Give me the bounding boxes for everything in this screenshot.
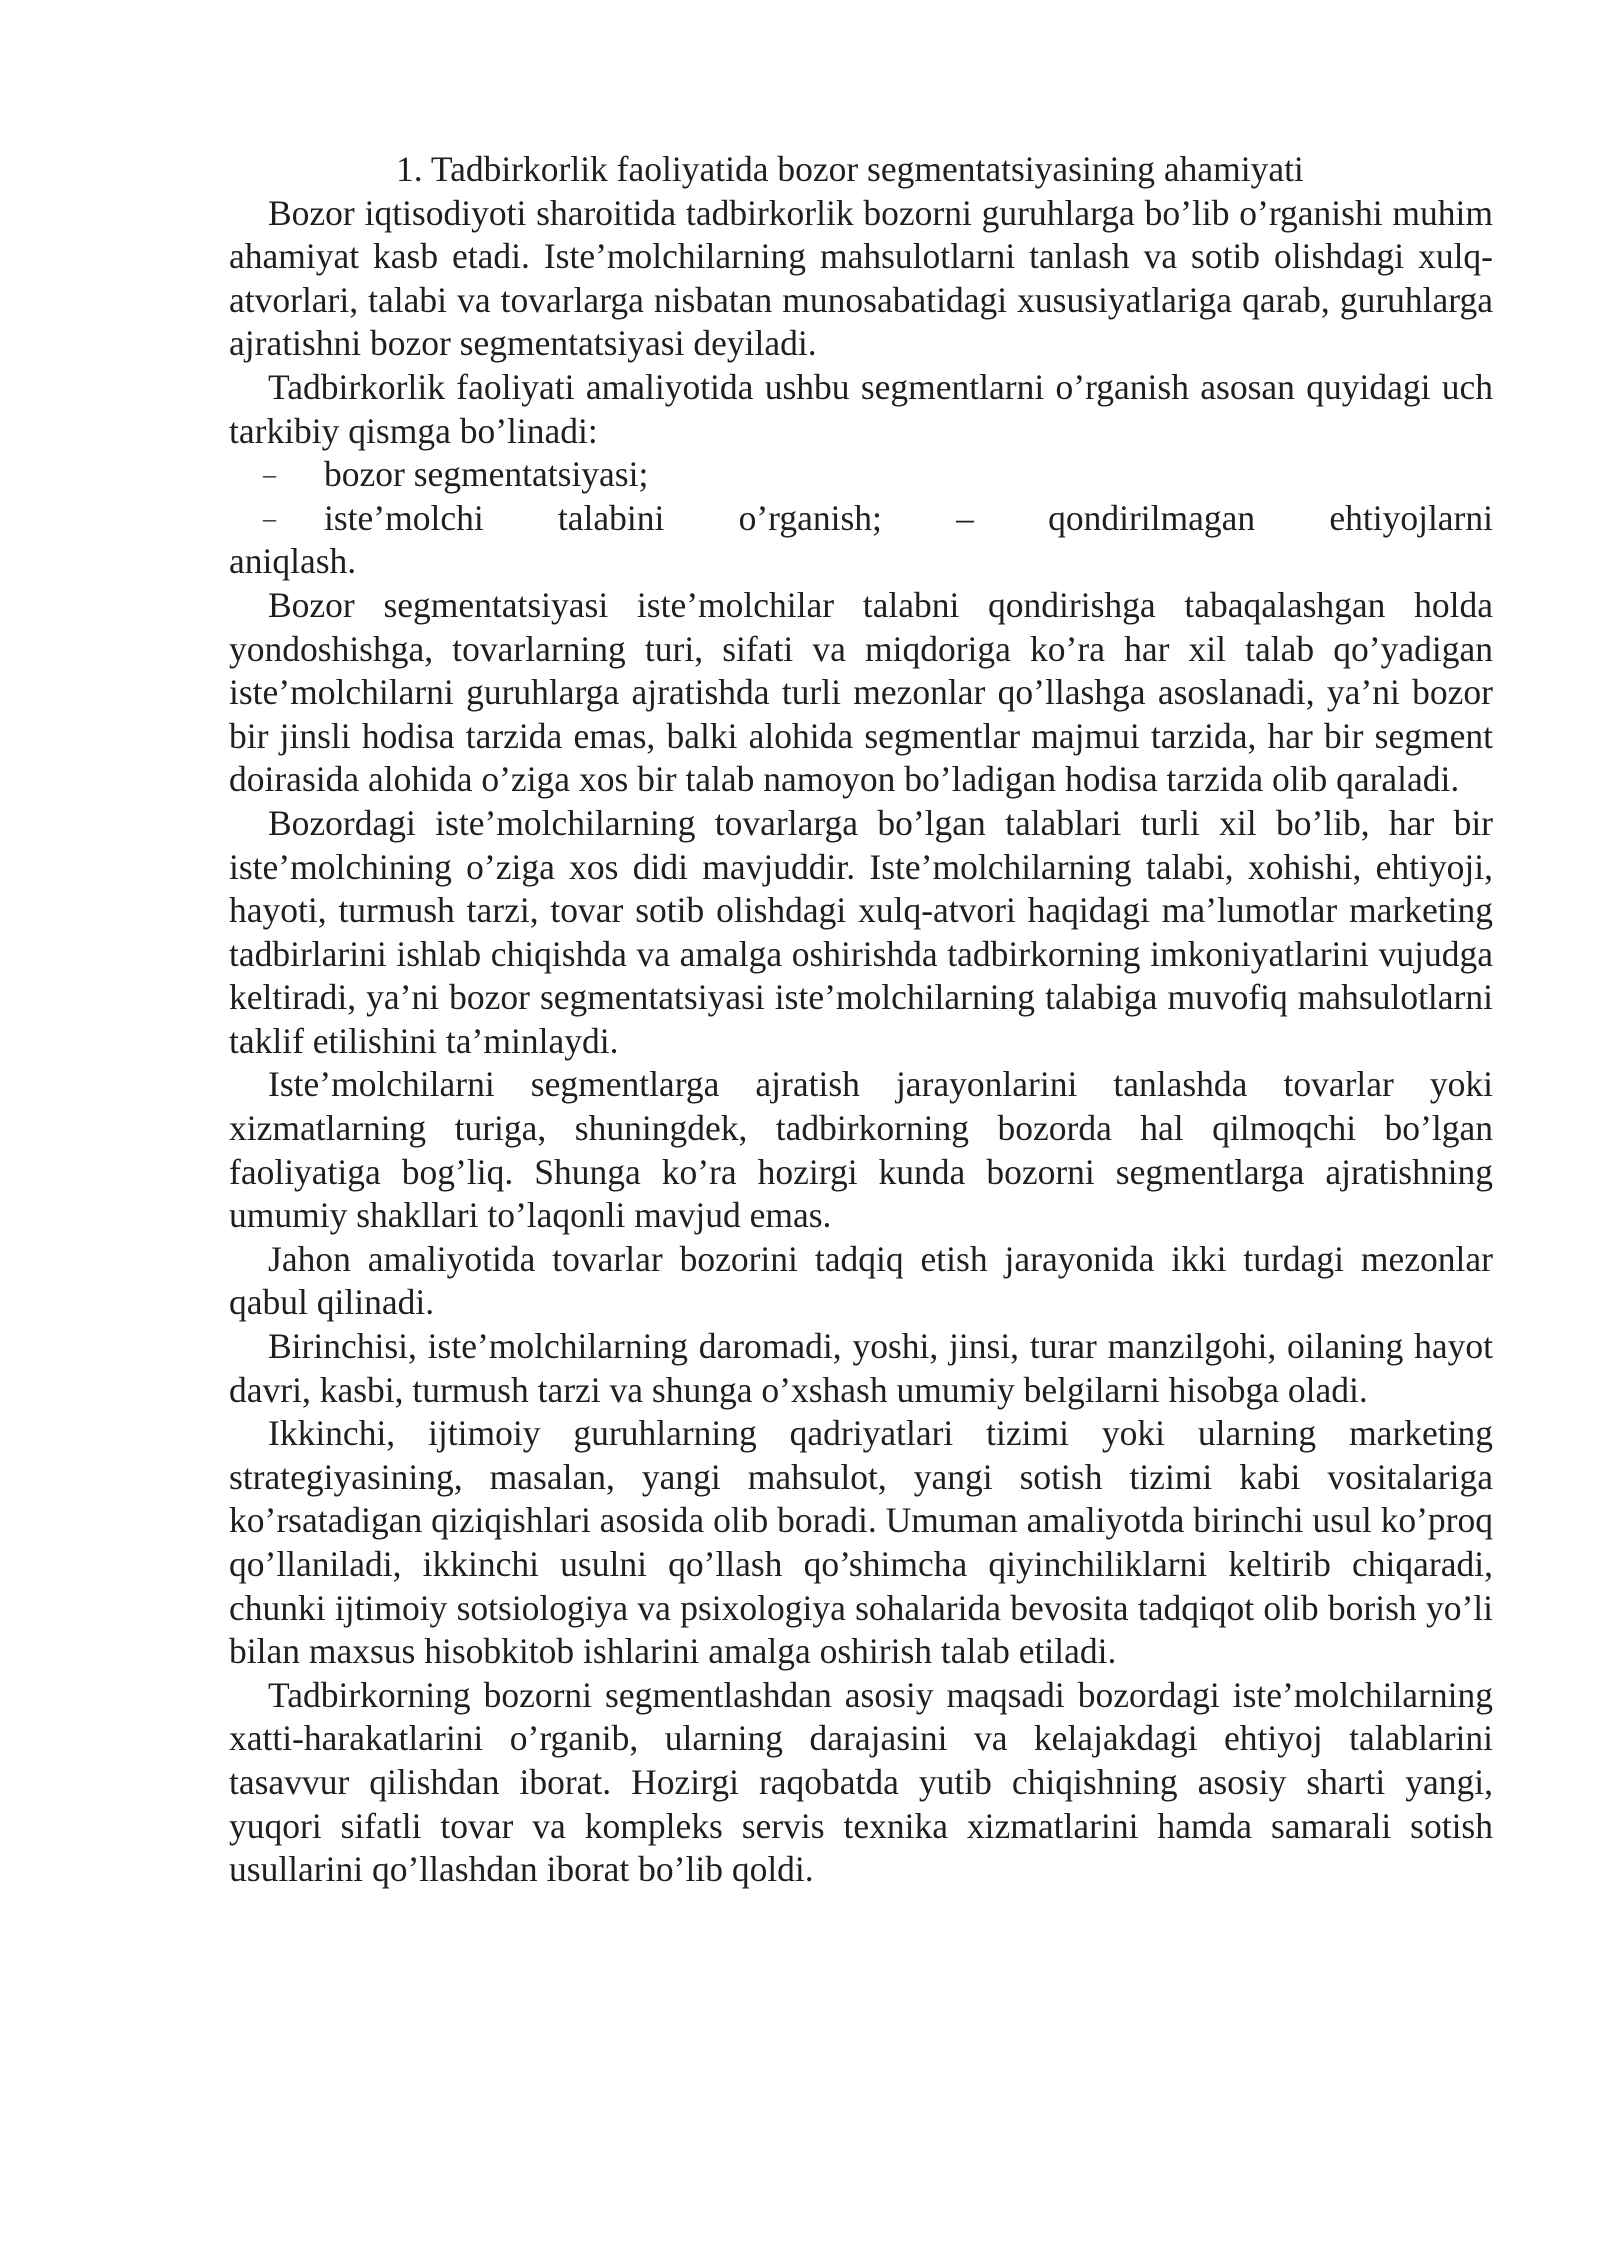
paragraph-second-criterion: Ikkinchi, ijtimoiy guruhlarning qadriyatlari tizimi yoki ularning marketing strategiyasining, masalan, yangi mahsulot, yangi sotish tizimi kabi vositalariga ko’rsatadigan qiziqishlari asosida olib boradi. Umuman amaliyotda birinchi usul ko’proq qo’llaniladi, ikkinchi usulni qo’llash qo’shimcha qiyinchiliklarni keltirib chiqaradi, chunki ijtimoiy sotsiologiya va psixologiya sohalarida bevosita tadqiqot olib borish yo’li bilan maxsus hisobkitob ishlarini amalga oshirish talab etiladi. xyxy=(229,1413,1493,1672)
paragraph-segmentation: Bozor segmentatsiyasi iste’molchilar talabni qondirishga tabaqalashgan holda yondoshishga, tovarlarning turi, sifati va miqdoriga ko’ra har xil talab qo’yadigan iste’molchilarni guruhlarga ajratishda turli mezonlar qo’llashga asoslanadi, ya’ni bozor bir jinsli hodisa tarzida emas, balki alohida segmentlar majmui tarzida, har bir segment doirasida alohida o’ziga xos bir talab namoyon bo’ladigan hodisa tarzida olib qaraladi. xyxy=(229,584,1493,800)
list-item-text: bozor segmentatsiyasi; xyxy=(324,454,649,495)
paragraph-world-practice: Jahon amaliyotida tovarlar bozorini tadqiq etish jarayonida ikki turdagi mezonlar qabul qilinadi. xyxy=(229,1238,1493,1323)
paragraph-components: Tadbirkorlik faoliyati amaliyotida ushbu segmentlarni o’rganish asosan quyidagi uch tarkibiy qismga bo’linadi: xyxy=(229,366,1493,451)
paragraph-intro: Bozor iqtisodiyoti sharoitida tadbirkorlik bozorni guruhlarga bo’lib o’rganishi muhim ahamiyat kasb etadi. Iste’molchilarning mahsulotlarni tanlash va sotib olishdagi xulq-atvorlari, talabi va tovarlarga nisbatan munosabatidagi xususiyatlariga qarab, guruhlarga ajratishni bozor segmentatsiyasi deyiladi. xyxy=(229,192,1493,364)
component-list xyxy=(229,453,1493,540)
document-page xyxy=(229,148,1493,1892)
paragraph-main-goal: Tadbirkorning bozorni segmentlashdan asosiy maqsadi bozordagi iste’molchilarning xatti-harakatlarini o’rganib, ularning darajasini va kelajakdagi ehtiyoj talablarini tasavvur qilishdan iborat. Hozirgi raqobatda yutib chiqishning asosiy sharti yangi, yuqori sifatli tovar va kompleks servis texnika xizmatlarini hamda samarali sotish usullarini qo’llashdan iborat bo’lib qoldi. xyxy=(229,1674,1493,1890)
paragraph-first-criterion: Birinchisi, iste’molchilarning daromadi, yoshi, jinsi, turar manzilgohi, oilaning hayot davri, kasbi, turmush tarzi va shunga o’xshash umumiy belgilarni hisobga oladi. xyxy=(229,1326,1493,1410)
dash-bullet-icon: – xyxy=(263,503,276,533)
list-continuation: aniqlash. xyxy=(229,541,357,582)
list-item-text: iste’molchi talabini o’rganish; – qondirilmagan ehtiyojlarni xyxy=(324,497,1493,538)
paragraph-segment-process: Iste’molchilarni segmentlarga ajratish jarayonlarini tanlashda tovarlar yoki xizmatlarning turiga, shuningdek, tadbirkorning bozorda hal qilmoqchi bo’lgan faoliyatiga bog’liq. Shunga ko’ra hozirgi kunda bozorni segmentlarga ajratishning umumiy shakllari to’laqonli mavjud emas. xyxy=(229,1064,1493,1236)
paragraph-consumer-demand: Bozordagi iste’molchilarning tovarlarga bo’lgan talablari turli xil bo’lib, har bir iste’molchining o’ziga xos didi mavjuddir. Iste’molchilarning talabi, xohishi, ehtiyoji, hayoti, turmush tarzi, tovar sotib olishdagi xulq-atvori haqidagi ma’lumotlar marketing tadbirlarini ishlab chiqishda va amalga oshirishda tadbirkorning imkoniyatlarini vujudga keltiradi, ya’ni bozor segmentatsiyasi iste’molchilarning talabiga muvofiq mahsulotlarni taklif etilishini ta’minlaydi. xyxy=(229,802,1493,1061)
list-item xyxy=(229,497,1493,541)
list-item xyxy=(229,453,1493,497)
dash-bullet-icon: – xyxy=(263,460,276,490)
section-title: 1. Tadbirkorlik faoliyatida bozor segmentatsiyasining ahamiyati xyxy=(396,149,1304,189)
